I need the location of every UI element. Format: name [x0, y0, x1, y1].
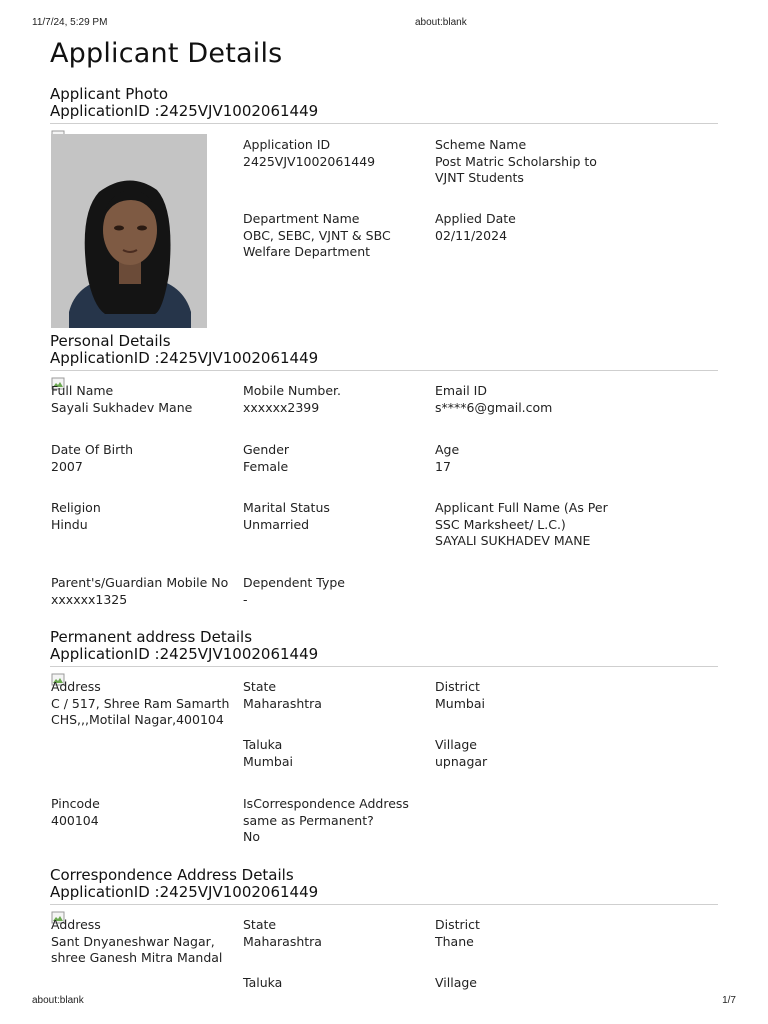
permanent-address-grid — [50, 667, 718, 857]
print-timestamp: 11/7/24, 5:29 PM — [32, 17, 108, 28]
field-dependent-type — [243, 575, 429, 608]
field-value: xxxxxx1325 — [51, 591, 128, 607]
correspondence-address-section — [50, 867, 718, 995]
field-value: 17 — [435, 458, 451, 474]
section-application-id: ApplicationID :2425VJV1002061449 — [50, 102, 319, 120]
field-ssc-full-name — [435, 500, 621, 550]
field-value: Mumbai — [435, 695, 485, 711]
field-value: Female — [243, 458, 289, 474]
field-gender — [243, 442, 429, 475]
field-label: Date Of Birth — [51, 442, 134, 457]
field-correspondence-village — [435, 975, 621, 992]
field-label: Village — [435, 737, 477, 752]
field-correspondence-state — [243, 917, 429, 950]
applicant-portrait-image — [51, 134, 207, 328]
field-label: Age — [435, 442, 460, 457]
field-value: Sayali Sukhadev Mane — [51, 399, 193, 415]
field-value: 2007 — [51, 458, 83, 474]
field-age — [435, 442, 621, 475]
field-label: Department Name — [243, 211, 360, 226]
field-label: Mobile Number. — [243, 383, 342, 398]
field-label: Religion — [51, 500, 101, 515]
field-religion — [51, 500, 237, 533]
field-label: Taluka — [243, 737, 283, 752]
page-number: 1/7 — [722, 995, 736, 1006]
field-label: Marital Status — [243, 500, 330, 515]
permanent-address-section — [50, 629, 718, 857]
section-header — [50, 333, 718, 367]
field-applied-date — [435, 211, 621, 244]
section-header — [50, 867, 718, 901]
field-label: Email ID — [435, 383, 487, 398]
field-value: - — [243, 591, 248, 607]
field-mobile-number — [243, 383, 429, 416]
field-correspondence-address — [51, 917, 237, 967]
field-department-name — [243, 211, 429, 261]
field-label: District — [435, 679, 480, 694]
field-label: Taluka — [243, 975, 283, 990]
field-permanent-village — [435, 737, 621, 770]
field-permanent-taluka — [243, 737, 429, 770]
field-label: District — [435, 917, 480, 932]
field-correspondence-district — [435, 917, 621, 950]
print-header — [32, 17, 736, 31]
field-label: IsCorrespondence Address same as Permanent? — [243, 796, 409, 828]
field-label: Applied Date — [435, 211, 516, 226]
field-correspondence-taluka — [243, 975, 429, 992]
field-email-id — [435, 383, 621, 416]
field-value: Maharashtra — [243, 933, 322, 949]
field-value: Unmarried — [243, 516, 310, 532]
field-label: Scheme Name — [435, 137, 527, 152]
field-value: Thane — [435, 933, 474, 949]
field-value: upnagar — [435, 753, 488, 769]
field-value: Mumbai — [243, 753, 293, 769]
field-label: State — [243, 917, 277, 932]
field-value: SAYALI SUKHADEV MANE — [435, 533, 591, 548]
field-value: OBC, SEBC, VJNT & SBC Welfare Department — [243, 227, 391, 259]
field-label: Gender — [243, 442, 290, 457]
field-value: Maharashtra — [243, 695, 322, 711]
print-footer — [32, 995, 736, 1009]
field-value: Sant Dnyaneshwar Nagar, shree Ganesh Mitra Mandal — [51, 933, 223, 965]
field-value: s****6@gmail.com — [435, 399, 553, 415]
field-value: xxxxxx2399 — [243, 399, 320, 415]
field-label: Application ID — [243, 137, 331, 152]
field-permanent-pincode — [51, 796, 237, 829]
section-application-id: ApplicationID :2425VJV1002061449 — [50, 883, 319, 901]
section-application-id: ApplicationID :2425VJV1002061449 — [50, 645, 319, 663]
field-guardian-mobile — [51, 575, 237, 608]
field-marital-status — [243, 500, 429, 533]
print-footer-url: about:blank — [32, 995, 84, 1006]
field-label: State — [243, 679, 277, 694]
field-value: Hindu — [51, 516, 88, 532]
section-title: Correspondence Address Details — [50, 866, 294, 884]
personal-details-grid — [50, 371, 718, 607]
field-value: 400104 — [51, 812, 99, 828]
field-correspondence-same — [243, 796, 429, 846]
section-application-id: ApplicationID :2425VJV1002061449 — [50, 349, 319, 367]
section-header — [50, 86, 718, 120]
section-title: Permanent address Details — [50, 628, 253, 646]
field-label: Address — [51, 917, 101, 932]
applicant-photo-section — [50, 86, 718, 330]
field-label: Applicant Full Name (As Per SSC Marksheet/ L.C.) — [435, 500, 608, 532]
field-label: Full Name — [51, 383, 114, 398]
section-title: Personal Details — [50, 332, 171, 350]
field-label: Village — [435, 975, 477, 990]
field-value: C / 517, Shree Ram Samarth CHS,,,Motilal Nagar,400104 — [51, 695, 230, 727]
personal-details-section — [50, 333, 718, 607]
field-permanent-district — [435, 679, 621, 712]
field-scheme-name — [435, 137, 621, 187]
field-value: Post Matric Scholarship to VJNT Students — [435, 153, 597, 185]
field-value: 2425VJV1002061449 — [243, 153, 376, 169]
field-value: No — [243, 829, 260, 844]
field-permanent-state — [243, 679, 429, 712]
applicant-photo — [51, 134, 207, 328]
section-header — [50, 629, 718, 663]
field-value: 02/11/2024 — [435, 227, 508, 243]
photo-details-grid — [50, 124, 718, 330]
field-full-name — [51, 383, 237, 416]
field-permanent-address — [51, 679, 237, 729]
field-application-id — [243, 137, 429, 170]
field-date-of-birth — [51, 442, 237, 475]
field-label: Address — [51, 679, 101, 694]
field-label: Parent's/Guardian Mobile No — [51, 575, 229, 590]
field-label: Pincode — [51, 796, 100, 811]
print-url: about:blank — [415, 17, 467, 28]
page-title: Applicant Details — [50, 38, 283, 69]
section-title: Applicant Photo — [50, 85, 169, 103]
correspondence-address-grid — [50, 905, 718, 995]
field-label: Dependent Type — [243, 575, 345, 590]
